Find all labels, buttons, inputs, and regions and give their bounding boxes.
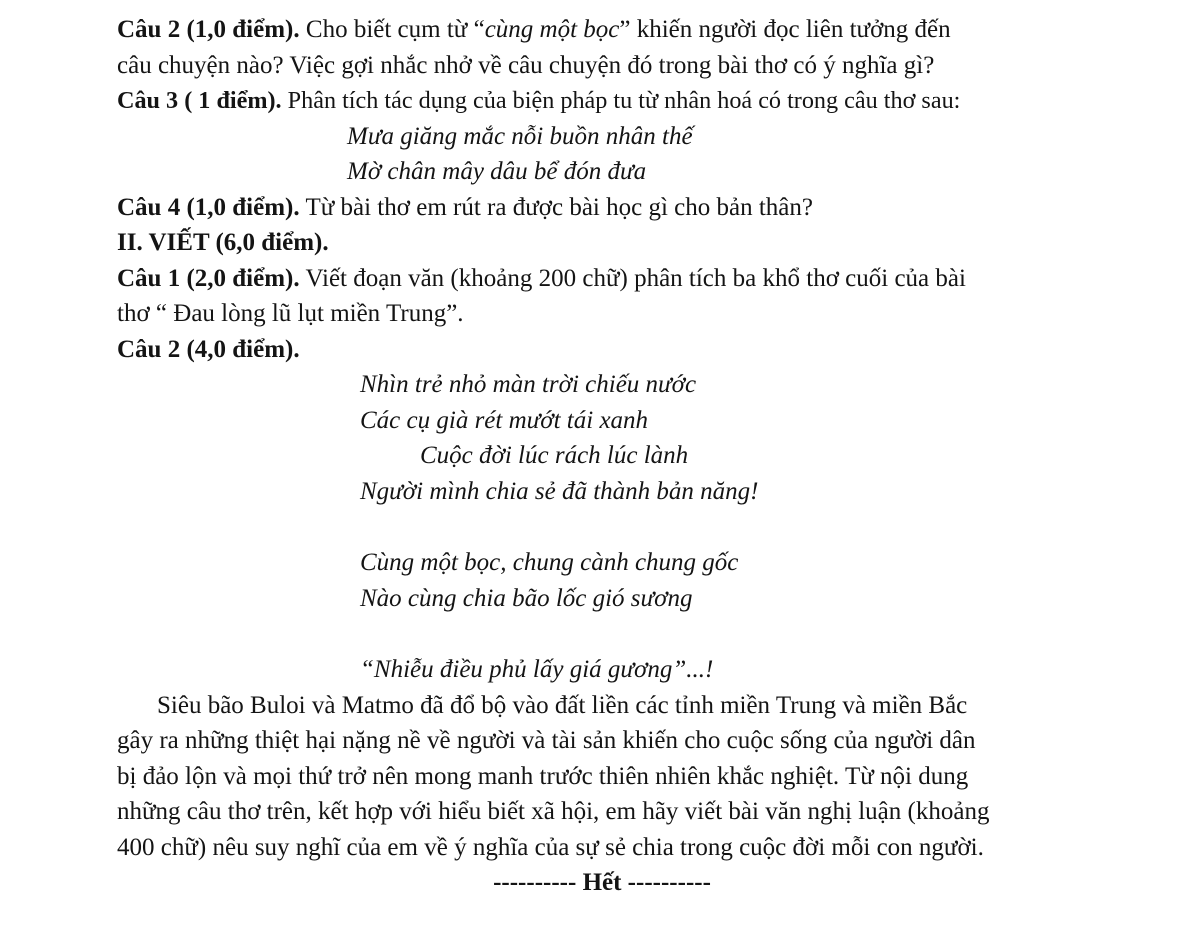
question-2-text-b: ” khiến người đọc liên tưởng đến (619, 16, 951, 43)
question-2-line-1 (117, 12, 1097, 48)
question-4-text: Từ bài thơ em rút ra được bài học gì cho bản thân? (299, 193, 813, 221)
poem-line-3: Cuộc đời lúc rách lúc lành (420, 442, 689, 469)
question-3-text: Phân tích tác dụng của biện pháp tu từ nhân hoá có trong câu thơ sau: (281, 87, 961, 114)
prompt-line-5: 400 chữ) nêu suy nghĩ của em về ý nghĩa của sự sẻ chia trong cuộc đời mỗi con người. (117, 833, 984, 861)
question-4-line (117, 190, 1097, 226)
writing-1-text-a: Viết đoạn văn (khoảng 200 chữ) phân tích ba khổ thơ cuối của bài (299, 264, 966, 292)
question-2-text-a: Cho biết cụm từ “ (299, 16, 485, 43)
stanza-gap-2 (117, 616, 1097, 652)
question-2-line-2: câu chuyện nào? Việc gợi nhắc nhở về câu chuyện đó trong bài thơ có ý nghĩa gì? (117, 51, 935, 79)
question-3-verse-2: Mờ chân mây dâu bể đón đưa (347, 158, 647, 185)
writing-1-line-1 (117, 261, 1097, 297)
poem-line-5: Cùng một bọc, chung cành chung gốc (360, 549, 739, 576)
question-3-verse-1: Mưa giăng mắc nỗi buồn nhân thế (347, 122, 693, 150)
poem-line-6: Nào cùng chia bão lốc gió sương (360, 584, 693, 612)
prompt-line-1: Siêu bão Buloi và Matmo đã đổ bộ vào đất liền các tỉnh miền Trung và miền Bắc (157, 691, 968, 719)
end-marker: ---------- Hết ---------- (493, 869, 711, 896)
question-2-quote: cùng một bọc (484, 16, 620, 43)
poem-line-4: Người mình chia sẻ đã thành bản năng! (360, 477, 759, 505)
question-2-label: Câu 2 (1,0 điểm). (117, 16, 300, 43)
poem-line-7: “Nhiễu điều phủ lấy giá gương”...! (360, 656, 714, 683)
prompt-line-4: những câu thơ trên, kết hợp với hiểu biết xã hội, em hãy viết bài văn nghị luận (khoảng (117, 798, 990, 825)
poem-line-2: Các cụ già rét mướt tái xanh (360, 406, 649, 434)
prompt-line-3: bị đảo lộn và mọi thứ trở nên mong manh trước thiên nhiên khắc nghiệt. Từ nội dung (117, 762, 969, 790)
question-3-line (117, 83, 1097, 119)
section-2-title: II. VIẾT (6,0 điểm). (117, 229, 329, 256)
poem-line-1: Nhìn trẻ nhỏ màn trời chiếu nước (360, 371, 697, 398)
question-4-label: Câu 4 (1,0 điểm). (117, 193, 300, 221)
stanza-gap-1 (117, 509, 1097, 545)
writing-2-label: Câu 2 (4,0 điểm). (117, 335, 300, 363)
question-3-label: Câu 3 ( 1 điểm). (117, 87, 282, 114)
prompt-line-2: gây ra những thiệt hại nặng nề về người và tài sản khiến cho cuộc sống của người dân (117, 727, 976, 754)
writing-1-line-2: thơ “ Đau lòng lũ lụt miền Trung”. (117, 300, 464, 327)
exam-page (117, 12, 1097, 901)
writing-1-label: Câu 1 (2,0 điểm). (117, 264, 300, 292)
